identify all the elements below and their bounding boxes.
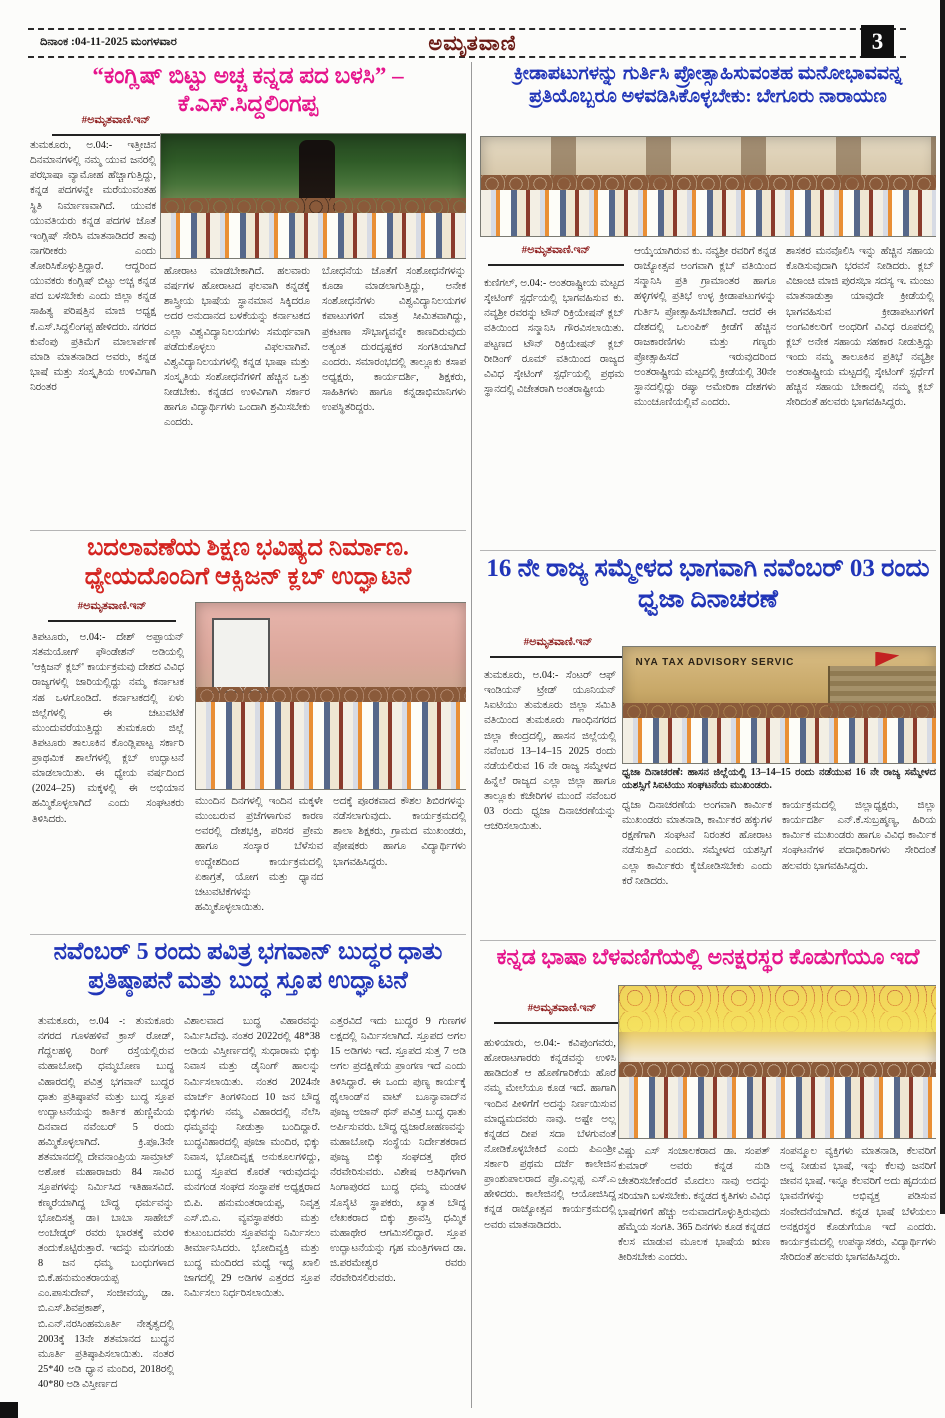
tax-advisory-signboard: NYA TAX ADVISORY SERVIC xyxy=(635,657,795,669)
crowd-heads xyxy=(623,703,936,718)
date-line: ದಿನಾಂಕ :04-11-2025 ಮಂಗಳವಾರ xyxy=(40,36,177,48)
body-column: ಮುಂದಿನ ದಿನಗಳಲ್ಲಿ ಇಂದಿನ ಮಕ್ಕಳೇ ಮುಂಬರುವ ಪ್ರಜೆಗಳಾಗುವ ಕಾರಣ ಅವರಲ್ಲಿ ದೇಶಭಕ್ತಿ, ಪರಿಸರ ಪ್ರೇಮ ಹಾಗೂ ಸಂಸ್ಕಾರ ಬೆಳೆಸುವ ಉದ್ದೇಶದಿಂದ ಕಾರ್ಯಕ್ರಮದಲ್ಲಿ ಏಕಾಗ್ರತೆ, ಯೋಗ ಮತ್ತು ಧ್ಯಾನದ ಚಟುವಟಿಕೆಗಳನ್ನು ಹಮ್ಮಿಕೊಳ್ಳಲಾಯಿತು. xyxy=(195,796,323,913)
article-headline: 16 ನೇ ರಾಜ್ಯ ಸಮ್ಮೇಳದ ಭಾಗವಾಗಿ ನವೆಂಬರ್ 03 ರಂದು ಧ್ವಜಾ ದಿನಾಚರಣೆ xyxy=(486,555,930,613)
hashtag-label: #ಅಮೃತವಾಣಿ.ಇನ್ xyxy=(494,1002,630,1024)
center-column-divider xyxy=(471,62,472,1408)
hashtag-label: #ಅಮೃತವಾಣಿ.ಇನ್ xyxy=(488,244,624,266)
body-column: ಸಂಪನ್ಮೂಲ ವ್ಯಕ್ತಿಗಳು ಮಾತನಾಡಿ, ಕೆಲವರಿಗೆ ಅನ್ನ ನೀಡುವ ಭಾಷೆ, ಇನ್ನು ಕೆಲವು ಜನರಿಗೆ ಜೀವನ ಭಾಷೆ. ಇನ್ನೂ ಕೆಲವರಿಗೆ ಅದು ಹೃದಯದ ಭಾವನೆಗಳನ್ನು ಅಭಿವ್ಯಕ್ತ ಪಡಿಸುವ ಸಂವೇದನೆಯಾಗಿದೆ. ಕನ್ನಡ ಭಾಷೆ ಬೆಳೆಯಲು ಅನಕ್ಷರಸ್ಥರ ಕೊಡುಗೆಯೂ ಇದೆ ಎಂದರು. ಕಾರ್ಯಕ್ರಮದಲ್ಲಿ ಉಪನ್ಯಾಸಕರು, ವಿದ್ಯಾರ್ಥಿಗಳು ಸೇರಿದಂತೆ ಹಲವರು ಭಾಗವಹಿಸಿದ್ದರು. xyxy=(780,1146,936,1263)
body-column: ವಿಷ್ಣು ಎಸ್ ಸಂಚಾಲಕರಾದ ಡಾ. ಸಂಪತ್ ಕುಮಾರ್ ಅವರು ಕನ್ನಡ ನುಡಿ ಚೇತರಿಸಬೇಕೆಂದರೆ ಮೊದಲು ನಾವು ಅದನ್ನು ಸರಿಯಾಗಿ ಬಳಸಬೇಕು. ಕನ್ನಡದ ಕೃತಿಗಳು ವಿವಿಧ ಭಾಷೆಗಳಿಗೆ ಹೆಚ್ಚು ಅನುವಾದಗೊಳ್ಳುತ್ತಿರುವುದು ಹೆಮ್ಮೆಯ ಸಂಗತಿ. 365 ದಿನಗಳು ಕೂಡ ಕನ್ನಡದ ಕೆಲಸ ಮಾಡುವ ಮೂಲಕ ಭಾಷೆಯ ಋಣ ತೀರಿಸಬೇಕು ಎಂದರು. xyxy=(618,1146,770,1263)
article-buddha-stupa-inauguration xyxy=(30,938,466,1408)
crowd-bodies xyxy=(619,1077,936,1138)
article-headline: ಕ್ರೀಡಾಪಟುಗಳನ್ನು ಗುರ್ತಿಸಿ ಪ್ರೋತ್ಸಾಹಿಸುವಂತಹ ಮನೋಭಾವವನ್ನ ಪ್ರತಿಯೊಬ್ಬರೂ ಅಳವಡಿಸಿಕೊಳ್ಳಬೇಕು: ಬೇಗೂರು ನಾರಾಯಣ xyxy=(513,63,903,108)
right-article-divider-2 xyxy=(480,940,936,941)
crowd-figures xyxy=(196,687,466,789)
article-photo-felicitation-group xyxy=(480,136,936,237)
body-column: ತುಮಕೂರು, ಅ.04:- ಸೆಂಟರ್ ಆಫ್ ಇಂಡಿಯನ್ ಟ್ರೇಡ್ ಯೂನಿಯನ್ ಸಿಐಟಿಯು ತುಮಕೂರು ಜಿಲ್ಲಾ ಸಮಿತಿ ವತಿಯಿಂದ ತುಮಕೂರು ಗಾಂಧಿನಗರದ ಜಿಲ್ಲಾ ಕೇಂದ್ರದಲ್ಲಿ, ಹಾಸನ ಜಿಲ್ಲೆಯಲ್ಲಿ ನವೆಂಬರ 13–14–15 2025 ರಂದು ನಡೆಯಲಿರುವ 16 ನೇ ರಾಜ್ಯ ಸಮ್ಮೇಳದ ಹಿನ್ನೆಲೆ ರಾಜ್ಯದ ಎಲ್ಲಾ ಜಿಲ್ಲಾ ಹಾಗೂ ತಾಲ್ಲೂಕು ಕಚೇರಿಗಳ ಮುಂದೆ ನವೆಂಬರ 03 ರಂದು ಧ್ವಜಾ ದಿನಾಚರಣೆಯನ್ನು ಆಚರಿಸಲಾಯಿತು. xyxy=(484,670,616,833)
article-headline: ನವೆಂಬರ್ 5 ರಂದು ಪವಿತ್ರ ಭಗವಾನ್ ಬುದ್ಧರ ಧಾತು ಪ್ರತಿಷ್ಠಾಪನೆ ಮತ್ತು ಬುದ್ಧ ಸ್ತೂಪ ಉದ್ಘಾಟನೆ xyxy=(53,939,443,995)
article-kanglish-kannada-words xyxy=(30,62,466,528)
article-headline: ಕನ್ನಡ ಭಾಷಾ ಬೆಳವಣಿಗೆಯಲ್ಲಿ ಅನಕ್ಷರಸ್ಥರ ಕೊಡುಗೆಯೂ ಇದೆ xyxy=(496,944,920,969)
right-article-divider-1 xyxy=(480,550,936,551)
body-column: ತಿಪಟೂರು, ಅ.04:- ದೇಶ್ ಅಪ್ಪಾಯನ್ ಸತಮಯೋಗ್ ಫೌಂಡೇಶನ್ ಅಡಿಯಲ್ಲಿ 'ಆಕ್ಸಿಜನ್ ಕ್ಲಬ್' ಕಾರ್ಯಕ್ರಮವು ದೇಶದ ವಿವಿಧ ರಾಜ್ಯಗಳಲ್ಲಿ ಜಾರಿಯಲ್ಲಿದ್ದು ನಮ್ಮ ಕರ್ನಾಟಕ ಸಹ ಒಳಗೊಂಡಿದೆ. ಕರ್ನಾಟಕದಲ್ಲಿ ಏಳು ಜಿಲ್ಲೆಗಳಲ್ಲಿ ಈ ಚಟುವಟಿಕೆ ಮುಂದುವರೆಯುತ್ತಿದ್ದು ತುಮಕೂರು ಜಿಲ್ಲೆ ತಿಪಟೂರು ತಾಲೂಕಿನ ಕೊಂಡ್ಲಿಪಾಟ್ಟ ಸರ್ಕಾರಿ ಪ್ರಾಥಮಿಕ ಶಾಲೆಗಳಲ್ಲಿ ಕ್ಲಬ್ ಉದ್ಘಾಟನೆ ಮಾಡಲಾಯಿತು. ಈ ಧ್ಯೇಯ ವರ್ಷದಿಂದ (2024–25) ಮಕ್ಕಳಲ್ಲಿ ಈ ಅಭಿಯಾನ ಹಮ್ಮಿಕೊಳ್ಳಲಾಗಿದೆ ಎಂದು ಸಂಘಟಕರು ತಿಳಿಸಿದರು. xyxy=(32,632,184,825)
article-photo-statue-garlanding xyxy=(160,133,466,259)
body-column: ಹೋರಾಟ ಮಾಡಬೇಕಾಗಿದೆ. ಹಲವಾರು ವರ್ಷಗಳ ಹೋರಾಟದ ಫಲವಾಗಿ ಕನ್ನಡಕ್ಕೆ ಶಾಸ್ತ್ರೀಯ ಭಾಷೆಯ ಸ್ಥಾನಮಾನ ಸಿಕ್ಕಿದರೂ ಅದರ ಅನುದಾನದ ಬಳಕೆಯನ್ನು ಕರ್ನಾಟಕದ ಎಲ್ಲಾ ವಿಶ್ವವಿದ್ಯಾನಿಲಯಗಳು ಸಮರ್ಥವಾಗಿ ಪಡೆದುಕೊಳ್ಳಲು ವಿಫಲವಾಗಿವೆ. ವಿಶ್ವವಿದ್ಯಾನಿಲಯಗಳಲ್ಲಿ ಕನ್ನಡ ಭಾಷಾ ಮತ್ತು ಸಂಸ್ಕೃತಿಯ ಸಂಶೋಧನೆಗಳಿಗೆ ಹೆಚ್ಚಿನ ಒತ್ತು ನೀಡಬೇಕು. ಕನ್ನಡದ ಉಳಿವಿಗಾಗಿ ಸರ್ಕಾರ ಹಾಗೂ ವಿದ್ಯಾರ್ಥಿಗಳು ಒಂದಾಗಿ ಶ್ರಮಿಸಬೇಕು ಎಂದರು. xyxy=(164,266,310,429)
crowd-heads xyxy=(481,175,936,190)
body-column: ಅದಕ್ಕೆ ಪೂರಕವಾದ ಕೌಶಲ ಶಿಬಿರಗಳನ್ನು ನಡೆಸಲಾಗುವುದು. ಕಾರ್ಯಕ್ರಮದಲ್ಲಿ ಶಾಲಾ ಶಿಕ್ಷಕರು, ಗ್ರಾಮದ ಮುಖಂಡರು, ಪೋಷಕರು ಹಾಗೂ ವಿದ್ಯಾರ್ಥಿಗಳು ಭಾಗವಹಿಸಿದ್ದರು. xyxy=(333,796,466,868)
crowd-bodies xyxy=(161,213,466,258)
crowd-figures xyxy=(161,198,466,258)
article-illiterate-contribution-kannada xyxy=(480,944,936,1408)
school-board xyxy=(212,618,270,693)
photo-caption: ಧ್ವಜಾ ದಿನಾಚರಣೆ: ಹಾಸನ ಜಿಲ್ಲೆಯಲ್ಲಿ 13–14–15 ರಂದು ನಡೆಯುವ 16 ನೇ ರಾಜ್ಯ ಸಮ್ಮೇಳದ ಯಶಸ್ಸಿಗೆ ಸಿಐಟಿಯು ಸಂಘಟನೆಯ ಮುಖಂಡರು. xyxy=(622,767,936,791)
body-column: ತುಮಕೂರು, ಅ.04 -: ತುಮಕೂರು ನಗರದ ಗೂಳಹಳಿವೆ ಕ್ರಾಸ್ ರೋಡ್, ಗೆದ್ದಲಹಳ್ಳಿ ರಿಂಗ್ ರಸ್ತೆಯಲ್ಲಿರುವ ಮಹಾಬೋಧಿ ಧಮ್ಮಬೋಣ ಬುದ್ಧ ವಿಹಾರದಲ್ಲಿ ಪವಿತ್ರ ಭಗವಾನ್ ಬುದ್ಧರ ಧಾತು ಪ್ರತಿಷ್ಠಾಪನೆ ಮತ್ತು ಬುದ್ಧ ಸ್ತೂಪ ಉದ್ಘಾಟನೆಯನ್ನು ಕಾರ್ತಿಕ ಹುಣ್ಣಿಮೆಯ ದಿನವಾದ ನವೆಂಬರ್ 5 ರಂದು ಹಮ್ಮಿಕೊಳ್ಳಲಾಗಿದೆ. ಕ್ರಿ.ಪೂ.3ನೇ ಶತಮಾನದಲ್ಲಿ ದೇವನಾಂಪ್ರಿಯ ಸಾಮ್ರಾಟ್ ಅಶೋಕ ಮಹಾರಾಜರು 84 ಸಾವಿರ ಸ್ತೂಪಗಳನ್ನು ನಿರ್ಮಿಸಿದ ಇತಿಹಾಸವಿದೆ. ಕಣ್ಮರೆಯಾಗಿದ್ದ ಬೌದ್ಧ ಧರ್ಮವನ್ನು ಭೋದಿಸತ್ವ ಡಾ। ಬಾಬಾ ಸಾಹೇಬ್ ಅಂಬೇಡ್ಕರ್ ರವರು ಭಾರತಕ್ಕೆ ಮರಳಿ ತಂದುಕೊಟ್ಟಿರುತ್ತಾರೆ. ಇದನ್ನು ಮನಗಂಡು 8 ಜನ ಧಮ್ಮ ಬಂಧುಗಳಾದ ಬಿ.ಕೆ.ಹನುಮಂತರಾಯಪ್ಪ ಎಂ.ಪಾಸುದೇವ್, ಸಂಜೀವಯ್ಯ, ಡಾ. ಬಿ.ಎಸ್.ಶಿವಪ್ರಕಾಶ್, ಬಿ.ಎನ್.ನರಸಿಂಹಮೂರ್ತಿ ನೇತೃತ್ವದಲ್ಲಿ 2003ಕ್ಕೆ 13ನೇ ಶತಮಾನದ ಬುದ್ಧನ ಮೂರ್ತಿ ಪ್ರತಿಷ್ಠಾಪಿಸಲಾಯಿತು. ನಂತರ 25*40 ಅಡಿ ಧ್ಯಾನ ಮಂದಿರ, 2018ರಲ್ಲಿ 40*80 ಅಡಿ ವಿಸ್ತೀರ್ಣದ xyxy=(38,1016,174,1390)
article-sports-encouragement xyxy=(480,62,936,548)
header-bottom-rule xyxy=(28,56,906,58)
body-column: ಕುಣಿಗಲ್, ಅ.04:- ಅಂತರಾಷ್ಟ್ರೀಯ ಮಟ್ಟದ ಸ್ಕೇಟಿಂಗ್ ಸ್ಪರ್ಧೆಯಲ್ಲಿ ಭಾಗವಹಿಸುವ ಕು. ನವ್ಯಶ್ರೀ ರವರನ್ನು ಟೌನ್ ರಿಕ್ರಿಯೇಷನ್ ಕ್ಲಬ್ ವತಿಯಿಂದ ಸನ್ಮಾನಿಸಿ ಗೌರವಿಸಲಾಯಿತು. ಪಟ್ಟಣದ ಟೌನ್ ರಿಕ್ರಿಯೇಷನ್ ಕ್ಲಬ್ ರೀಡಿಂಗ್ ರೂಮ್ ವತಿಯಿಂದ ರಾಜ್ಯದ ವಿವಿಧ ಸ್ಕೇಟಿಂಗ್ ಸ್ಪರ್ಧೆಯಲ್ಲಿ ಪ್ರಥಮ ಸ್ಥಾನದಲ್ಲಿ ವಿಜೇತರಾಗಿ ಅಂತರಾಷ್ಟ್ರೀಯ xyxy=(484,278,624,395)
left-article-divider-1 xyxy=(30,530,466,531)
crowd-heads xyxy=(196,687,466,702)
article-oxygen-club-inauguration xyxy=(30,534,466,931)
body-column: ತುಮಕೂರು, ಅ.04:- ಇತ್ತೀಚಿನ ದಿನಮಾನಗಳಲ್ಲಿ ನಮ್ಮ ಯುವ ಜನರಲ್ಲಿ ಪರಭಾಷಾ ವ್ಯಾಮೋಹ ಹೆಚ್ಚಾಗುತ್ತಿದ್ದು, ಕನ್ನಡ ಪದಗಳನ್ನೇ ಮರೆಯುವಂತಹ ಸ್ಥಿತಿ ನಿರ್ಮಾಣವಾಗಿದೆ. ಯುವಕ ಯುವತಿಯರು ಕನ್ನಡ ಪದಗಳ ಜೊತೆ ಇಂಗ್ಲಿಷ್ ಸೇರಿಸಿ ಮಾತನಾಡಿದರೆ ತಾವು ನಾಗರೀಕರು ಎಂದು ತೋರಿಸಿಕೊಳ್ಳುತ್ತಿದ್ದಾರೆ. ಆದ್ದರಿಂದ ಯುವಕರು ಕಂಗ್ಲಿಷ್ ಬಿಟ್ಟು ಅಚ್ಚ ಕನ್ನಡ ಪದ ಬಳಸಬೇಕು ಎಂದು ಜಿಲ್ಲಾ ಕನ್ನಡ ಸಾಹಿತ್ಯ ಪರಿಷತ್ತಿನ ಮಾಜಿ ಅಧ್ಯಕ್ಷ ಕೆ.ಎಸ್.ಸಿದ್ದಲಿಂಗಪ್ಪ ಹೇಳಿದರು. ನಗರದ ಕುವೆಂಪು ಪ್ರತಿಮೆಗೆ ಮಾಲಾರ್ಪಣೆ ಮಾಡಿ ಮಾತನಾಡಿದ ಅವರು, ಕನ್ನಡ ಭಾಷೆ ಮತ್ತು ಸಂಸ್ಕೃತಿಯ ಉಳಿವಿಗಾಗಿ ನಿರಂತರ xyxy=(30,140,156,393)
page-scan-right-edge xyxy=(940,0,945,1214)
crowd-bodies xyxy=(196,702,466,789)
hashtag-label: #ಅಮೃತವಾಣಿ.ಇನ್ xyxy=(48,600,176,622)
crowd-heads xyxy=(619,1062,936,1077)
page-scan-corner-mark xyxy=(0,1402,18,1418)
red-flag-icon xyxy=(875,652,899,667)
crowd-bodies xyxy=(623,718,936,763)
decoration-balloons xyxy=(619,986,936,1032)
article-headline: “ಕಂಗ್ಲಿಷ್ ಬಿಟ್ಟು ಅಚ್ಚ ಕನ್ನಡ ಪದ ಬಳಸಿ” – ಕೆ.ಎಸ್.ಸಿದ್ದಲಿಂಗಪ್ಪ xyxy=(92,63,404,117)
article-citu-flag-day xyxy=(480,554,936,938)
body-column: ಎತ್ತರವಿದೆ ಇದು ಬುದ್ಧರ 9 ಗುಣಗಳ ಲಕ್ಷದಲ್ಲಿ ನಿರ್ಮಿಸಲಾಗಿದೆ. ಸ್ತೂಪದ ಅಗಲ 15 ಅಡಿಗಳು ಇದೆ. ಸ್ತೂಪದ ಸುತ್ತ 7 ಅಡಿ ಅಗಲ ಪ್ರದಕ್ಷಿಣೆಯ ಪ್ರಾಂಗಣ ಇದೆ ಎಂದು ತಿಳಿಸಿದ್ದಾರೆ. ಈ ಒಂದು ಪುಣ್ಯ ಕಾರ್ಯಕ್ಕೆ ಥೈಲಾಂಡ್‌ನ ವಾಟ್ ಬೂನ್ಯಾವಾದ್‌ನ ಪೂಜ್ಯ ಅಜಾನ್ ಥನ್ ಪವಿತ್ರ ಬುದ್ಧ ಧಾತು ಅರ್ಪಿಸುವರು. ಬೌದ್ಧ ಧ್ವಜಾರೋಹಣವನ್ನು ಮಹಾಬೋಧಿ ಸಂಸ್ಥೆಯ ನಿರ್ದೇಶಕರಾದ ಪೂಜ್ಯ ಬಿಕ್ಕು ಸಂಘದತ್ತ ಥೇರ ನೆರವೇರಿಸುವರು. ವಿಶೇಷ ಅತಿಥಿಗಳಾಗಿ ಸಿಂಗಾಪುರದ ಬುದ್ಧ ಧಮ್ಮ ಮಂಡಳ ಸೊಸೈಟಿ ಸ್ಥಾಪಕರು, ಖ್ಯಾತ ಬೌದ್ಧ ಲೇಖಕರಾದ ಬಿಕ್ಕು ಶ್ರಾವಸ್ತಿ ಧಮ್ಮಿಕ ಮಹಾಥೇರ ಆಗಮಿಸಲಿದ್ದಾರೆ. ಸ್ತೂಪ ಉದ್ಘಾಟನೆಯನ್ನು ಗೃಹ ಮಂತ್ರಿಗಳಾದ ಡಾ. ಜಿ.ಪರಮೇಶ್ವರ ರವರು ನೆರವೇರಿಸಲಿರುವರು. xyxy=(330,1016,466,1285)
crowd-bodies xyxy=(481,190,936,236)
body-column: ಹುಳಿಯಾರು, ಅ.04:- ಕವಿಪುಂಗವರು, ಹೋರಾಟಗಾರರು ಕನ್ನಡವನ್ನು ಉಳಿಸಿ ಹಾಡಿದಂತೆ ಆ ಹೊಣೆಗಾರಿಕೆಯ ಹೊರೆ ನಮ್ಮ ಮೇಲೆಯೂ ಕೂಡ ಇದೆ. ಹಾಗಾಗಿ ಇಂದಿನ ಪೀಳಿಗೆಗೆ ಅದನ್ನು ನಿರ್ಣಯಿಸುವ ಮಾಧ್ಯಮದವರು ನಾವು. ಅಷ್ಟೇ ಅಲ್ಲ ಕನ್ನಡದ ದೀಪ ಸದಾ ಬೆಳಗುವಂತೆ ನೋಡಿಕೊಳ್ಳಬೇಕಿದೆ ಎಂದು ಪಿಎಂಶ್ರೀ ಸರ್ಕಾರಿ ಪ್ರಥಮ ದರ್ಜೆ ಕಾಲೇಜಿನ ಪ್ರಾಂಶುಪಾಲರಾದ ಪ್ರೊ.ಎಲ್ಲಪ್ಪ ಎಸ್.ಎ ಹೇಳಿದರು. ಕಾಲೇಜಿನಲ್ಲಿ ಆಯೋಜಿಸಿದ್ದ ಕನ್ನಡ ರಾಜ್ಯೋತ್ಸವ ಕಾರ್ಯಕ್ರಮದಲ್ಲಿ ಅವರು ಮಾತನಾಡಿದರು. xyxy=(484,1038,616,1231)
body-column: ವಿಶಾಲವಾದ ಬುದ್ಧ ವಿಹಾರವನ್ನು ನಿರ್ಮಿಸಿದೆವು. ನಂತರ 2022ರಲ್ಲಿ 48*38 ಅಡಿಯ ವಿಸ್ತೀರ್ಣದಲ್ಲಿ ಸುಧಾರಾಮ ಭಿಕ್ಕು ನಿವಾಸ ಮತ್ತು ಡೈನಿಂಗ್ ಹಾಲನ್ನು ನಿರ್ಮಿಸಲಾಯಿತು. ನಂತರ 2024ನೇ ಮಾರ್ಚ್ ತಿಂಗಳಿನಿಂದ 10 ಜನ ಬೌದ್ಧ ಭಿಕ್ಕುಗಳು ನಮ್ಮ ವಿಹಾರದಲ್ಲಿ ನೆಲೆಸಿ ಧಮ್ಮವನ್ನು ನೀಡುತ್ತಾ ಬಂದಿದ್ದಾರೆ. ಬುದ್ಧವಿಹಾರದಲ್ಲಿ ಪೂಜಾ ಮಂದಿರ, ಭಿಕ್ಕು ನಿವಾಸ, ಭೋದಿವೃಕ್ಷ ಅನುಕೂಲಗಳಿದ್ದು, ಬುದ್ಧ ಸ್ತೂಪದ ಕೊರತೆ ಇರುವುದನ್ನು ಮನಗಂಡ ಸಂಘದ ಸಂಸ್ಥಾಪಕ ಅಧ್ಯಕ್ಷರಾದ ಬಿ.ಪಿ. ಹನುಮಂತರಾಯಪ್ಪ, ನಿವೃತ್ತ ಎಸ್.ಬಿ.ಎ. ವ್ಯವಸ್ಥಾಪಕರು ಮತ್ತು ಕುಟುಂಬದವರು ಸ್ತೂಪವನ್ನು ನಿರ್ಮಿಸಲು ತೀರ್ಮಾನಿಸಿದರು. ಭೋದಿವ್ಯಕ್ತಿ ಮತ್ತು ಬುದ್ಧ ಮಂದಿರದ ಮಧ್ಯೆ ಇದ್ದ ಖಾಲಿ ಜಾಗದಲ್ಲಿ 29 ಅಡಿಗಳ ಎತ್ತರದ ಸ್ತೂಪ ನಿರ್ಮಿಸಲು ನಿರ್ಧರಿಸಲಾಯಿತು. xyxy=(184,1016,320,1300)
body-column: ಧ್ವಜಾ ದಿನಾಚರಣೆಯ ಅಂಗವಾಗಿ ಕಾರ್ಮಿಕ ಮುಖಂಡರು ಮಾತನಾಡಿ, ಕಾರ್ಮಿಕರ ಹಕ್ಕುಗಳ ರಕ್ಷಣೆಗಾಗಿ ಸಂಘಟನೆ ನಿರಂತರ ಹೋರಾಟ ನಡೆಸುತ್ತಿದೆ ಎಂದರು. ಸಮ್ಮೇಳದ ಯಶಸ್ಸಿಗೆ ಎಲ್ಲಾ ಕಾರ್ಮಿಕರು ಕೈಜೋಡಿಸಬೇಕು ಎಂದು ಕರೆ ನೀಡಿದರು. xyxy=(622,800,772,887)
article-photo-school-children xyxy=(195,602,466,790)
page-number: 3 xyxy=(861,25,894,58)
article-photo-citu-protest xyxy=(622,646,936,764)
article-photo-stage-event xyxy=(618,985,936,1139)
crowd-figures xyxy=(481,175,936,236)
crowd-figures xyxy=(623,703,936,763)
hashtag-label: #ಅಮೃತವಾಣಿ.ಇನ್ xyxy=(490,636,626,658)
masthead: ಅಮೃತವಾಣಿ xyxy=(428,31,517,55)
article-headline: ಬದಲಾವಣೆಯ ಶಿಕ್ಷಣ ಭವಿಷ್ಯದ ನಿರ್ಮಾಣ. ಧ್ಯೇಯದೊಂದಿಗೆ ಆಕ್ಸಿಜನ್ ಕ್ಲಬ್ ಉದ್ಘಾಟನೆ xyxy=(84,535,412,591)
header-top-rule xyxy=(28,28,906,30)
hashtag-label: #ಅಮೃತವಾಣಿ.ಇನ್ xyxy=(52,114,180,136)
body-column: ಆಯ್ಕೆಯಾಗಿರುವ ಕು. ನವ್ಯಶ್ರೀ ರವರಿಗೆ ಕನ್ನಡ ರಾಜ್ಯೋತ್ಸವ ಅಂಗವಾಗಿ ಕ್ಲಬ್ ವತಿಯಿಂದ ಸನ್ಮಾನಿಸಿ ಪ್ರತಿ ಗ್ರಾಮಾಂತರ ಹಾಗೂ ಹಳ್ಳಿಗಳಲ್ಲಿ ಪ್ರತಿಭೆ ಉಳ್ಳ ಕ್ರೀಡಾಪಟುಗಳನ್ನು ಗುರ್ತಿಸಿ ಪ್ರೋತ್ಸಾಹಿಸಬೇಕಾಗಿದೆ. ಆದರೆ ಈ ದೇಶದಲ್ಲಿ ಒಲಂಪಿಕ್ ಕ್ರೀಡೆಗೆ ಹೆಚ್ಚಿನ ರಾಜಕಾರಣಿಗಳು ಮತ್ತು ಗಣ್ಯರು ಪ್ರೋತ್ಸಾಹಿಸದೆ ಇರುವುದರಿಂದ ಅಂತರಾಷ್ಟ್ರೀಯ ಮಟ್ಟದಲ್ಲಿ ಕ್ರೀಡೆಯಲ್ಲಿ 30ನೇ ಸ್ಥಾನದಲ್ಲಿದ್ದು ರಷ್ಯಾ ಅಮೇರಿಕಾ ದೇಶಗಳು ಮುಂಚೂಣಿಯಲ್ಲಿವೆ ಎಂದರು. xyxy=(634,246,776,409)
body-column: ಶಾಸಕರ ಮನವೊಲಿಸಿ ಇನ್ನು ಹೆಚ್ಚಿನ ಸಹಾಯ ಕೊಡಿಸುವುದಾಗಿ ಭರವಸೆ ನೀಡಿದರು. ಕ್ಲಬ್ ವಿಜಾಂಚಿ ಮಾಜಿ ಪುರಸಭಾ ಸದಸ್ಯ ಇ. ಮಂಜು ಮಾತನಾಡುತ್ತಾ ಯಾವುದೇ ಕ್ರೀಡೆಯಲ್ಲಿ ಭಾಗವಹಿಸುವ ಕ್ರೀಡಾಪಟುಗಳಿಗೆ ಅಂಗವಿಕಲರಿಗೆ ಅಂಧರಿಗೆ ವಿವಿಧ ರೂಪದಲ್ಲಿ ಕ್ಲಬ್ ಅನೇಕ ಸಹಾಯ ಸಹಕಾರ ನೀಡುತ್ತಿದ್ದು ಇಂದು ನಮ್ಮ ತಾಲೂಕಿನ ಪ್ರತಿಭೆ ನವ್ಯಶ್ರೀ ಅಂತರಾಷ್ಟ್ರೀಯ ಮಟ್ಟದಲ್ಲಿ ಸ್ಕೇಟಿಂಗ್ ಸ್ಪರ್ಧೆಗೆ ಹೆಚ್ಚಿನ ಸಹಾಯ ಬೇಕಾದಲ್ಲಿ ನಮ್ಮ ಕ್ಲಬ್ ಸೇರಿದಂತೆ ಹಲವರು ಭಾಗವಹಿಸಿದ್ದರು. xyxy=(786,246,934,409)
crowd-heads xyxy=(161,198,466,213)
left-article-divider-2 xyxy=(30,934,466,935)
body-column: ಬೋಧನೆಯ ಜೊತೆಗೆ ಸಂಶೋಧನೆಗಳನ್ನು ಕೂಡಾ ಮಾಡಲಾಗುತ್ತಿದ್ದು, ಅನೇಕ ಸಂಶೋಧನೆಗಳು ವಿಶ್ವವಿದ್ಯಾನಿಲಯಗಳ ಕಪಾಟುಗಳಿಗೆ ಮಾತ್ರ ಸೀಮಿತವಾಗಿದ್ದು, ಪ್ರಕಟಣಾ ಸೌಭಾಗ್ಯವನ್ನೇ ಕಾಣದಿರುವುದು ಅತ್ಯಂತ ದುರದೃಷ್ಟಕರ ಸಂಗತಿಯಾಗಿದೆ ಎಂದರು. ಸಮಾರಂಭದಲ್ಲಿ ತಾಲ್ಲೂಕು ಕಸಾಪ ಅಧ್ಯಕ್ಷರು, ಕಾರ್ಯದರ್ಶಿ, ಶಿಕ್ಷಕರು, ಸಾಹಿತಿಗಳು ಹಾಗೂ ಕನ್ನಡಾಭಿಮಾನಿಗಳು ಉಪಸ್ಥಿತರಿದ್ದರು. xyxy=(322,266,466,414)
body-column: ಕಾರ್ಯಕ್ರಮದಲ್ಲಿ ಜಿಲ್ಲಾಧ್ಯಕ್ಷರು, ಜಿಲ್ಲಾ ಕಾರ್ಯದರ್ಶಿ ಎನ್.ಕೆ.ಸುಬ್ರಹ್ಮಣ್ಯ, ಹಿರಿಯ ಕಾರ್ಮಿಕ ಮುಖಂಡರು ಹಾಗೂ ವಿವಿಧ ಕಾರ್ಮಿಕ ಸಂಘಟನೆಗಳ ಪದಾಧಿಕಾರಿಗಳು ಸೇರಿದಂತೆ ಹಲವರು ಭಾಗವಹಿಸಿದ್ದರು. xyxy=(782,800,936,872)
crowd-figures xyxy=(619,1062,936,1138)
